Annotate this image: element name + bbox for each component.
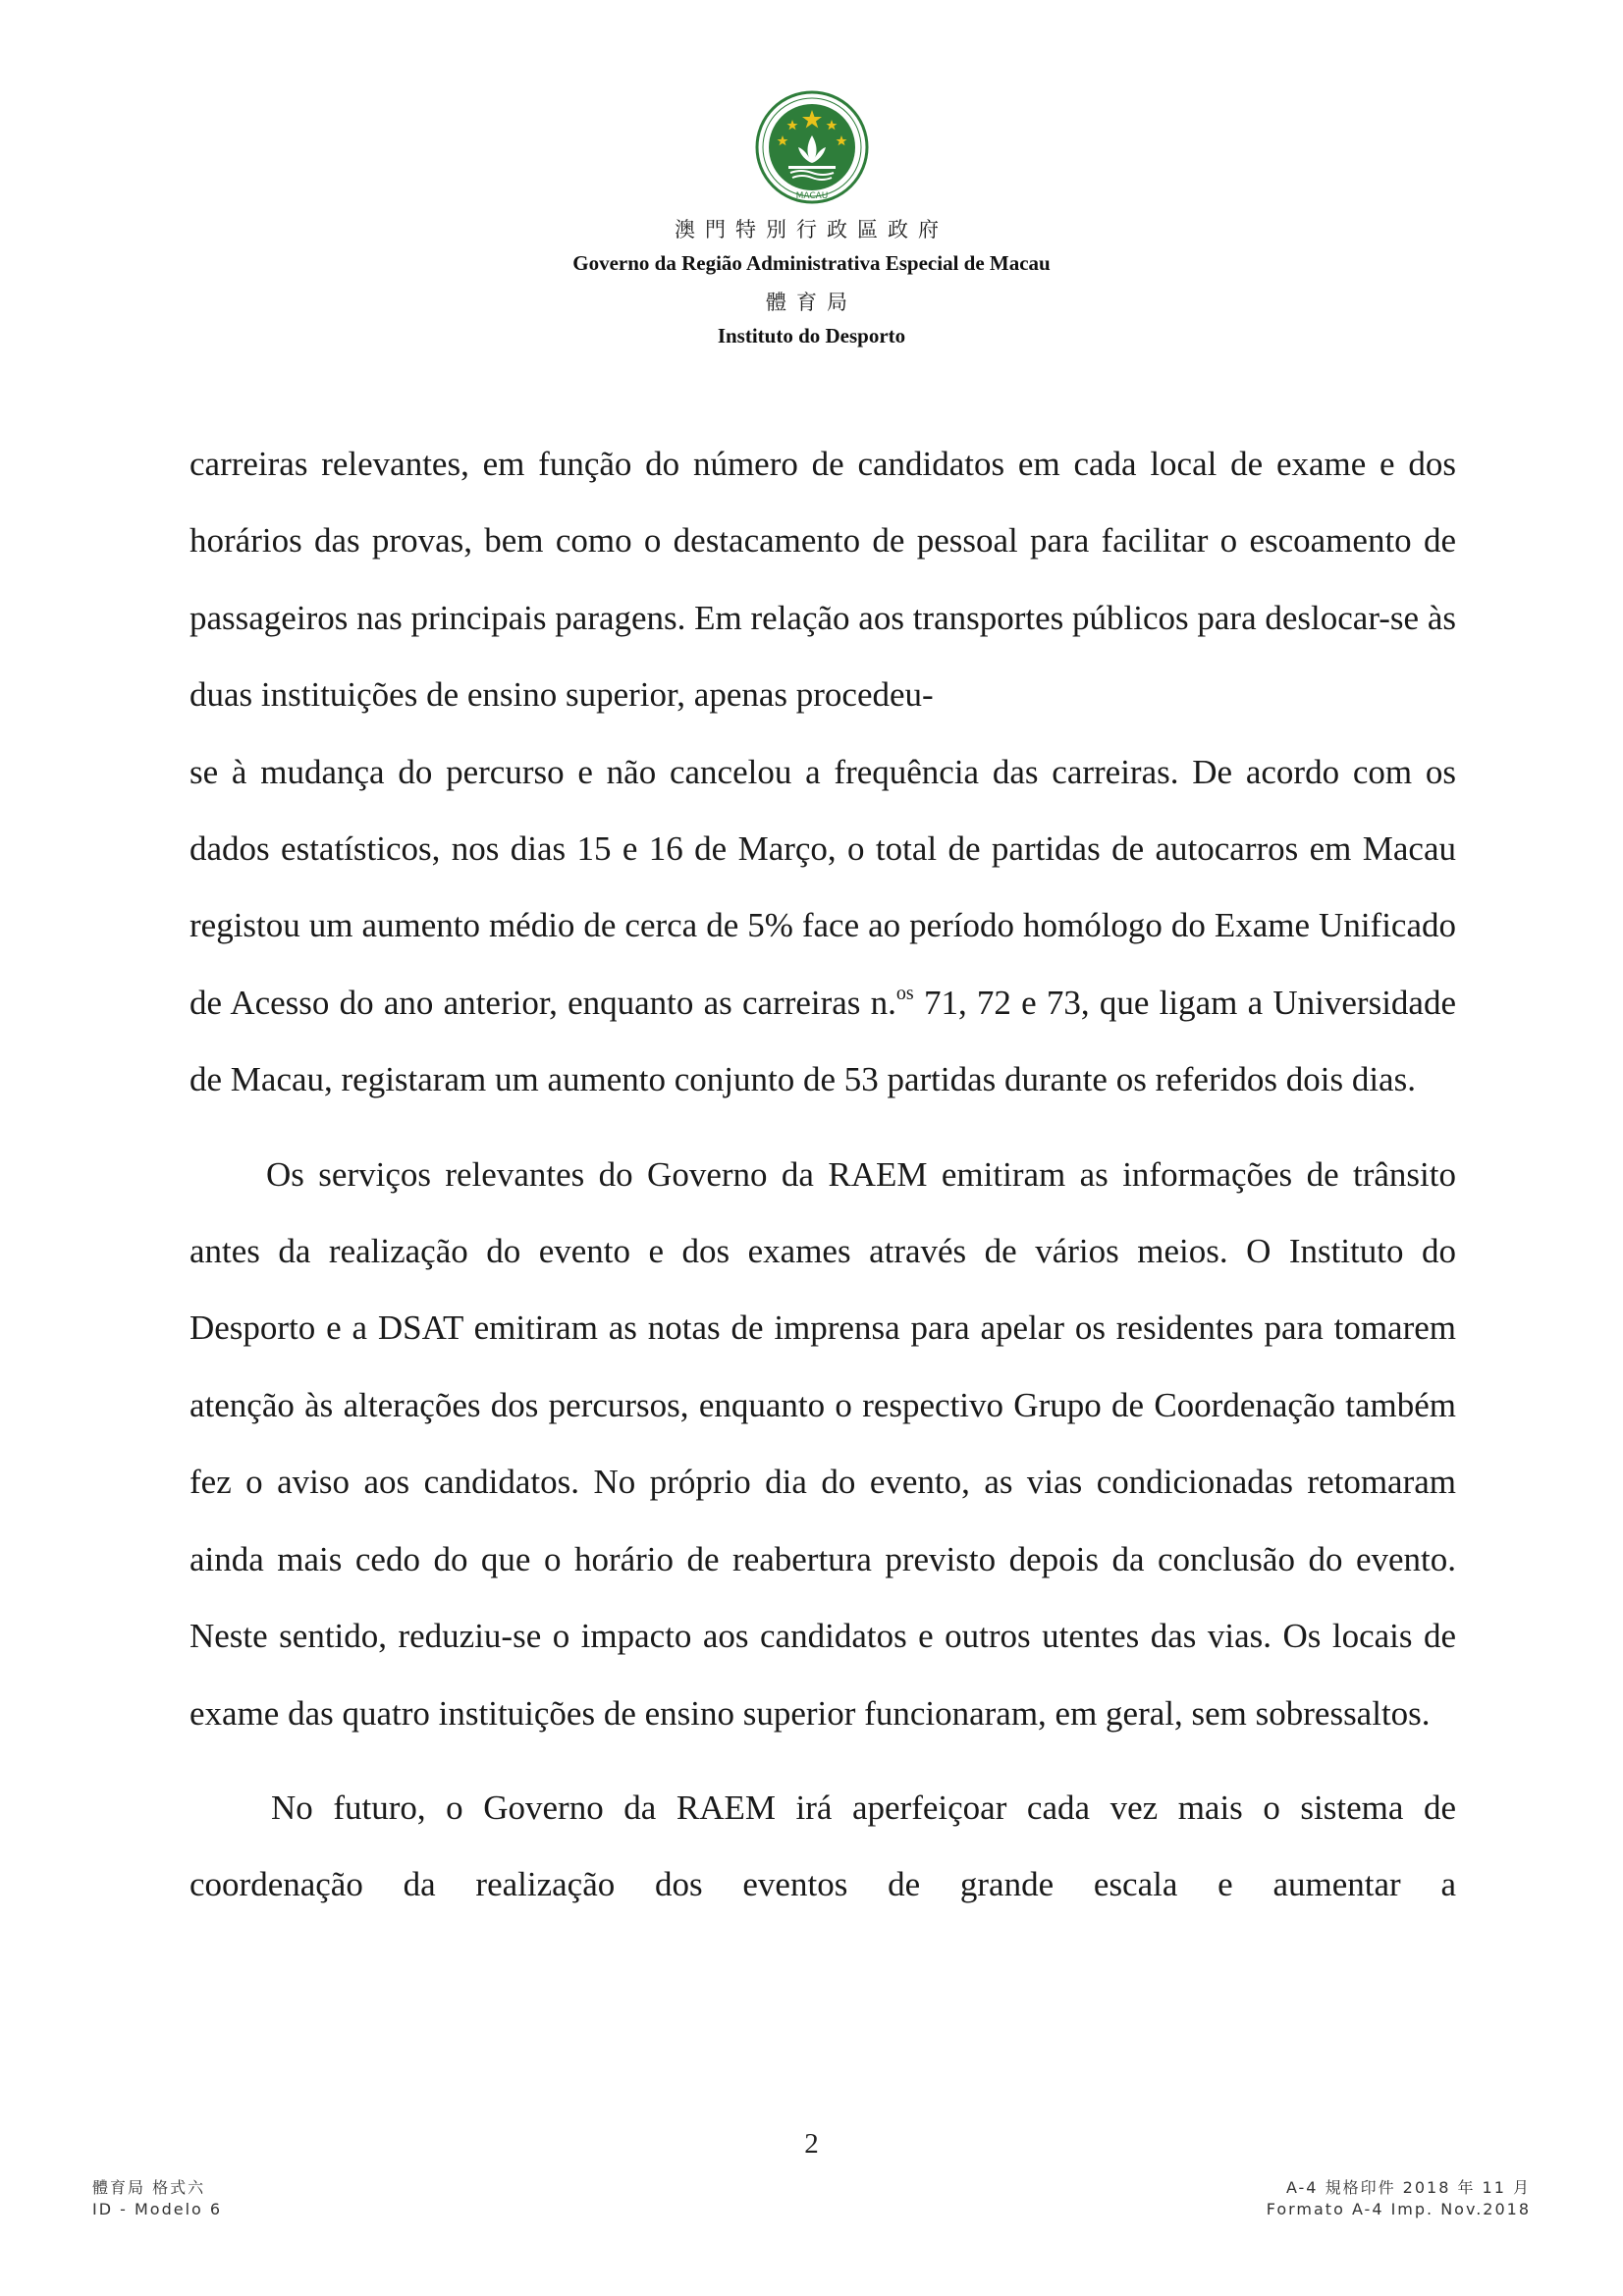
- macau-emblem-icon: [755, 90, 869, 204]
- emblem-text: MACAU: [795, 191, 828, 201]
- footer-format-pt: Formato A-4 Imp. Nov.2018: [1266, 2200, 1531, 2218]
- government-name-chinese: 澳門特別行政區政府: [675, 218, 948, 241]
- institute-name-portuguese: Instituto do Desporto: [717, 324, 906, 347]
- footer-form-label-pt: ID - Modelo 6: [92, 2200, 223, 2218]
- footer-form-label-zh: 體育局 格式六: [92, 2178, 206, 2197]
- institute-name-chinese: 體育局: [766, 291, 857, 314]
- paragraph: No futuro, o Governo da RAEM irá aperfeiçoar cada vez mais o sistema de coordenação da realização dos eventos de grande escala e aumentar a: [189, 1788, 1456, 1904]
- footer-right: [1267, 2177, 1531, 2220]
- footer-format-zh: A-4 規格印件 2018 年 11 月: [1285, 2178, 1531, 2197]
- government-name-portuguese: Governo da Região Administrativa Especial de Macau: [572, 251, 1051, 275]
- paragraph: [189, 426, 1456, 1119]
- abbreviation: n.: [870, 983, 896, 1022]
- page-number: 2: [804, 2128, 819, 2160]
- footer-left: [92, 2177, 222, 2220]
- letterhead: [0, 90, 1623, 349]
- paragraph-text: 71, 72 e 73, que ligam a Universidade de Macau, registaram um aumento conjunto de 53 partidas durante os referidos dois dias.: [189, 983, 1456, 1099]
- paragraph: Os serviços relevantes do Governo da RAEM emitiram as informações de trânsito antes da realização do evento e dos exames através de vários meios. O Instituto do Desporto e a DSAT emitiram as notas de imprensa para apelar os residentes para tomarem atenção às alterações dos percursos, enquanto o respectivo Grupo de Coordenação também fez o aviso aos candidatos. No próprio dia do evento, as vias condicionadas retomaram ainda mais cedo do que o horário de reabertura previsto depois da conclusão do evento. Neste sentido, reduziu-se o impacto aos candidatos e outros utentes das vias. Os locais de exame das quatro instituições de ensino superior funcionaram, em geral, sem sobressaltos.: [189, 1154, 1456, 1733]
- paragraph-text: carreiras relevantes, em função do número de candidatos em cada local de exame e dos horários das provas, bem como o destacamento de pessoal para facilitar o escoamento de passageiros nas principais paragens. Em relação aos transportes públicos para deslocar-se às duas instituições de ensino superior, apenas procedeu-: [189, 445, 1456, 715]
- superscript: os: [895, 982, 914, 1004]
- paragraph-text: se à mudança do percurso e não cancelou a frequência das carreiras. De acordo com os dados estatísticos, nos dias 15 e 16 de Março, o total de partidas de autocarros em Macau registou um aumento médio de cerca de 5% face ao período homólogo do Exame Unificado de Acesso do ano anterior, enquanto as carreiras: [189, 752, 1456, 1022]
- body-text: [189, 426, 1456, 1924]
